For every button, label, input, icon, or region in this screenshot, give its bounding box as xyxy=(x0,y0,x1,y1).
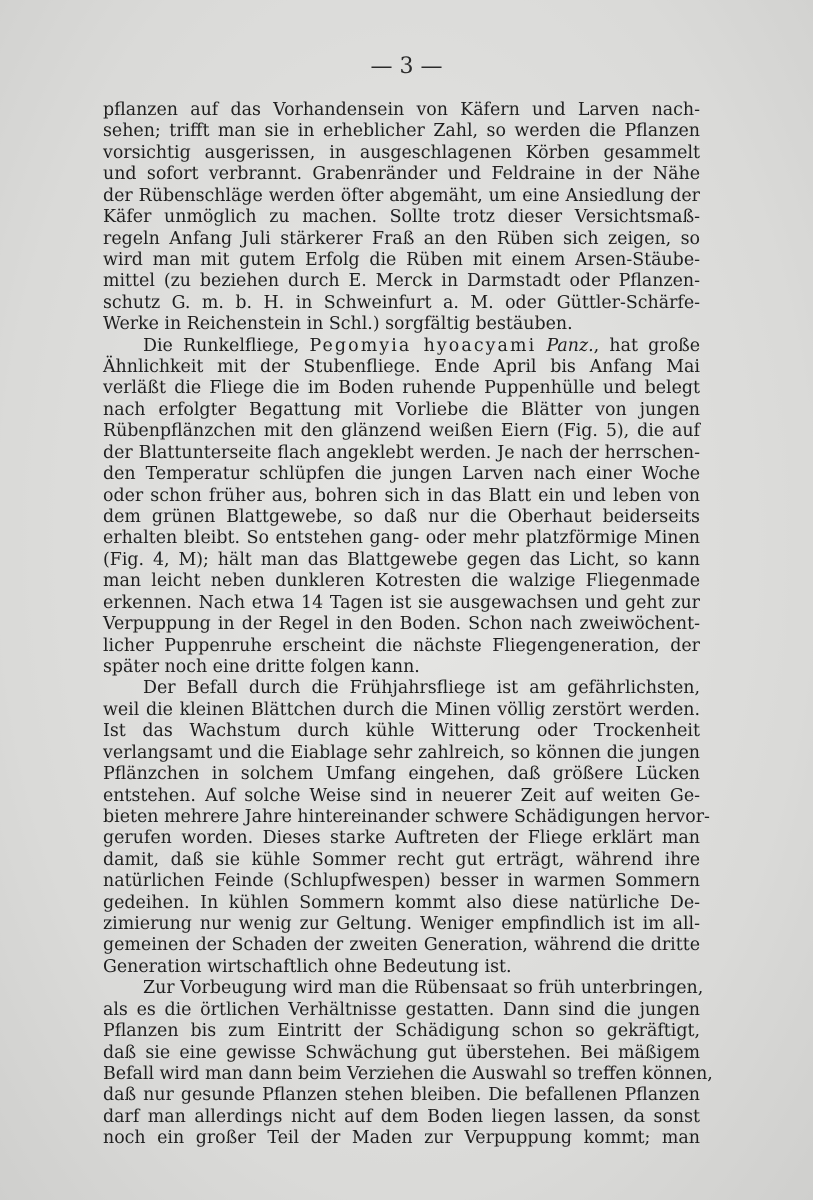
paragraph xyxy=(103,100,700,336)
text-line: Befall wird man dann beim Verziehen die Auswahl so treffen können, xyxy=(103,1063,713,1084)
text-line: bieten mehrere Jahre hintereinander schwere Schädigungen hervor- xyxy=(103,806,710,827)
text-line: pflanzen auf das Vorhandensein von Käfern und Larven nach- xyxy=(103,100,700,120)
text-line: verlangsamt und die Eiablage sehr zahlreich, so können die jungen xyxy=(103,742,700,763)
text-line: später noch eine dritte folgen kann. xyxy=(103,656,420,677)
text-line: als es die örtlichen Verhältnisse gestatten. Dann sind die jungen xyxy=(103,999,700,1020)
text-line: zimierung nur wenig zur Geltung. Weniger empfindlich ist im all- xyxy=(103,914,700,935)
paragraph xyxy=(103,978,713,1149)
text-line: gedeihen. In kühlen Sommern kommt also diese natürliche De- xyxy=(103,892,700,913)
text-line: der Rübenschläge werden öfter abgemäht, um eine Ansiedlung der xyxy=(103,185,700,206)
text-line: entstehen. Auf solche Weise sind in neuerer Zeit auf weiten Ge- xyxy=(103,785,700,806)
text-line: damit, daß sie kühle Sommer recht gut erträgt, während ihre xyxy=(103,849,700,870)
text-line: Verpuppung in der Regel in den Boden. Schon nach zweiwöchent- xyxy=(103,614,700,635)
text-line: Käfer unmöglich zu machen. Sollte trotz dieser Versichtsmaß- xyxy=(103,207,700,228)
text-line: der Blattunterseite flach angeklebt werden. Je nach der herrschen- xyxy=(103,442,700,463)
text-line: und sofort verbrannt. Grabenränder und Feldraine in der Nähe xyxy=(103,164,700,185)
text-line: (Fig. 4, M); hält man das Blattgewebe gegen das Licht, so kann xyxy=(103,549,700,570)
text-line: dem grünen Blattgewebe, so daß nur die Oberhaut beiderseits xyxy=(103,507,700,528)
paragraph xyxy=(103,678,710,978)
text-line: Der Befall durch die Frühjahrsfliege ist am gefährlichsten, xyxy=(143,678,700,699)
text-line: weil die kleinen Blättchen durch die Minen völlig zerstört werden. xyxy=(103,699,700,720)
text-line xyxy=(103,336,700,357)
text-line: darf man allerdings nicht auf dem Boden liegen lassen, da sonst xyxy=(103,1106,700,1127)
text-line: oder schon früher aus, bohren sich in das Blatt ein und leben von xyxy=(103,485,700,506)
text-line: erhalten bleibt. So entstehen gang- oder mehr platzförmige Minen xyxy=(103,528,700,549)
text-line: schutz G. m. b. H. in Schweinfurt a. M. oder Güttler-Schärfe- xyxy=(103,292,700,313)
text-line: Pflänzchen in solchem Umfang eingehen, daß größere Lücken xyxy=(103,764,700,785)
text-line: vorsichtig ausgerissen, in ausgeschlagenen Körben gesammelt xyxy=(103,142,700,163)
text-line: nach erfolgter Begattung mit Vorliebe die Blätter von jungen xyxy=(103,399,700,420)
text-line: licher Puppenruhe erscheint die nächste Fliegengeneration, der xyxy=(103,635,700,656)
text-line: mittel (zu beziehen durch E. Merck in Darmstadt oder Pflanzen- xyxy=(103,271,700,292)
text-line: wird man mit gutem Erfolg die Rüben mit einem Arsen-Stäube- xyxy=(103,249,700,270)
text-line: daß nur gesunde Pflanzen stehen bleiben. Die befallenen Pflanzen xyxy=(103,1085,700,1106)
body-text xyxy=(103,100,713,1150)
text-line: Ähnlichkeit mit der Stubenfliege. Ende April bis Anfang Mai xyxy=(103,357,700,378)
page-number: — 3 — xyxy=(370,54,443,79)
text-line: verläßt die Fliege die im Boden ruhende Puppenhülle und belegt xyxy=(103,378,700,399)
text-run: , hat große xyxy=(593,335,700,356)
text-line: Ist das Wachstum durch kühle Witterung oder Trockenheit xyxy=(103,721,700,742)
text-line: Zur Vorbeugung wird man die Rübensaat so früh unterbringen, xyxy=(143,978,704,999)
text-line: gerufen worden. Dieses starke Auftreten der Fliege erklärt man xyxy=(103,828,700,849)
text-line: Generation wirtschaftlich ohne Bedeutung ist. xyxy=(103,956,512,977)
text-line: natürlichen Feinde (Schlupfwespen) besser in warmen Sommern xyxy=(103,871,700,892)
text-line: erkennen. Nach etwa 14 Tagen ist sie ausgewachsen und geht zur xyxy=(103,592,700,613)
text-run: Die Runkelfliege, xyxy=(143,335,310,356)
text-line: Rübenpflänzchen mit den glänzend weißen Eiern (Fig. 5), die auf xyxy=(103,421,700,442)
paragraph xyxy=(103,336,700,679)
author-name: Panz. xyxy=(546,335,594,356)
text-line: sehen; trifft man sie in erheblicher Zahl, so werden die Pflanzen xyxy=(103,121,700,142)
species-name: Pegomyia hyoacyami xyxy=(309,335,537,356)
text-line: gemeinen der Schaden der zweiten Generation, während die dritte xyxy=(103,935,700,956)
text-line: daß sie eine gewisse Schwächung gut überstehen. Bei mäßigem xyxy=(103,1042,700,1063)
text-run xyxy=(536,336,546,356)
text-line: den Temperatur schlüpfen die jungen Larven nach einer Woche xyxy=(103,464,700,485)
text-line: Pflanzen bis zum Eintritt der Schädigung schon so gekräftigt, xyxy=(103,1021,700,1042)
text-line: man leicht neben dunkleren Kotresten die walzige Fliegenmade xyxy=(103,571,700,592)
text-line: regeln Anfang Juli stärkerer Fraß an den Rüben sich zeigen, so xyxy=(103,228,700,249)
text-line: noch ein großer Teil der Maden zur Verpuppung kommt; man xyxy=(103,1128,700,1149)
text-line: Werke in Reichenstein in Schl.) sorgfältig bestäuben. xyxy=(103,314,573,335)
